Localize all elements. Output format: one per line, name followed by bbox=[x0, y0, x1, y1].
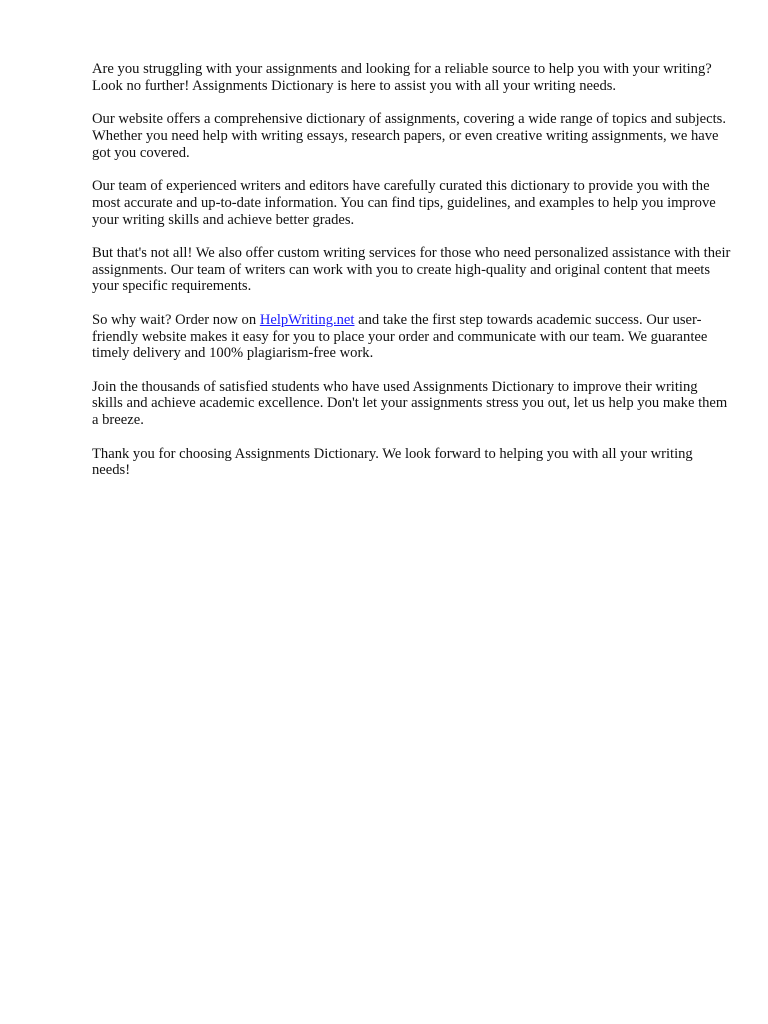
paragraph-join: Join the thousands of satisfied students who have used Assignments Dictionary to improve their writing skills and achieve academic excellence. Don't let your assignments stress you out, let us help you make them a breeze. bbox=[92, 378, 728, 429]
order-text-before: So why wait? Order now on bbox=[92, 311, 260, 328]
order-text-after: and take the first step towards academic success. Our user-friendly website makes it easy for you to place your order and communicate with our team. We guarantee timely delivery and 100% plagiarism-free work. bbox=[92, 311, 708, 362]
paragraph-team: Our team of experienced writers and editors have carefully curated this dictionary to provide you with the most accurate and up-to-date information. You can find tips, guidelines, and examples to help you improve your writing skills and achieve better grades. bbox=[92, 177, 716, 228]
helpwriting-link[interactable]: HelpWriting.net bbox=[259, 311, 355, 328]
paragraph-thanks: Thank you for choosing Assignments Dictionary. We look forward to helping you with all your writing needs! bbox=[92, 445, 693, 479]
paragraph-order bbox=[92, 312, 732, 362]
paragraph-website-offer: Our website offers a comprehensive dictionary of assignments, covering a wide range of topics and subjects. Whether you need help with writing essays, research papers, or even creative writing assignments, we have got you covered. bbox=[92, 111, 726, 161]
paragraph-intro: Are you struggling with your assignments and looking for a reliable source to help you with your writing? Look no further! Assignments Dictionary is here to assist you with all your writing needs. bbox=[92, 61, 712, 94]
paragraph-custom-services: But that's not all! We also offer custom writing services for those who need personalized assistance with their assignments. Our team of writers can work with you to create high-quality and original content that meets your specific requirements. bbox=[92, 244, 731, 295]
document-body bbox=[92, 61, 732, 496]
